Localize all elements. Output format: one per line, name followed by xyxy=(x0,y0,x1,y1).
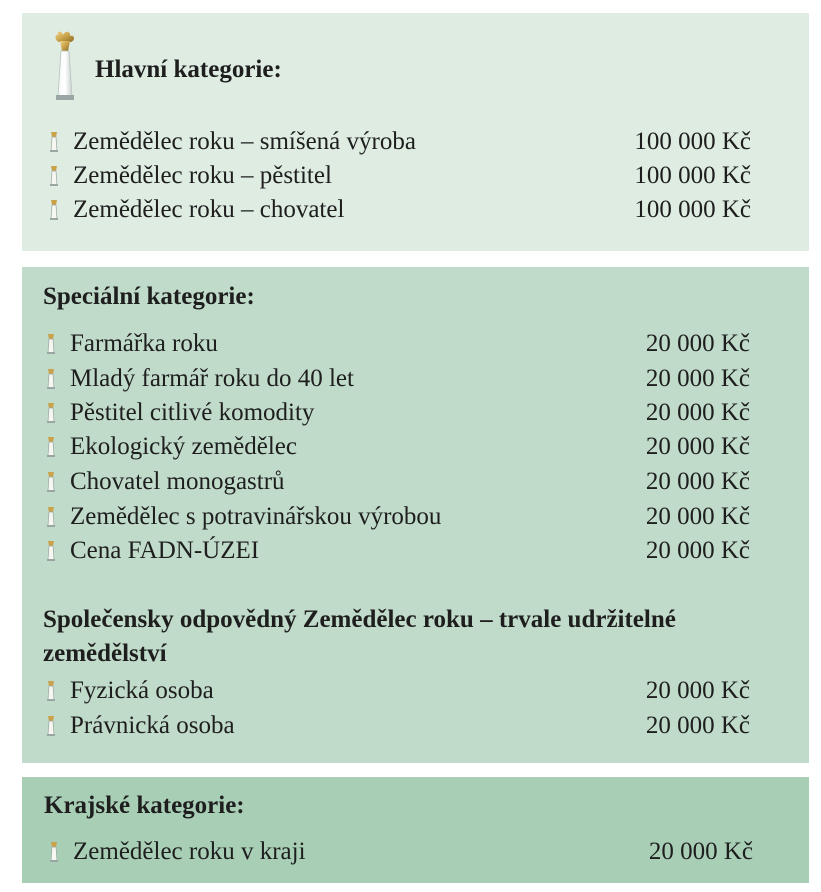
category-name: Farmářka roku xyxy=(70,330,218,357)
trophy-icon xyxy=(49,165,59,187)
category-name: Pěstitel citlivé komodity xyxy=(70,399,315,426)
trophy-icon xyxy=(46,506,56,528)
category-name: Chovatel monogastrů xyxy=(70,468,285,495)
list-item xyxy=(46,430,750,464)
sustainable-category-heading: Společensky odpovědný Zemědělec roku – trvale udržitelné zemědělství xyxy=(43,606,676,667)
trophy-icon xyxy=(46,680,56,702)
list-item xyxy=(49,159,751,193)
list-item xyxy=(46,465,750,499)
regional-categories-panel xyxy=(22,777,809,883)
trophy-icon xyxy=(46,471,56,493)
prize-amount: 20 000 Kč xyxy=(645,712,750,739)
prize-amount: 20 000 Kč xyxy=(645,468,750,495)
main-categories-panel xyxy=(22,13,809,251)
category-name: Zemědělec roku – chovatel xyxy=(73,196,345,223)
list-item xyxy=(49,125,751,159)
category-name: Ekologický zemědělec xyxy=(70,433,297,460)
trophy-icon xyxy=(46,402,56,424)
trophy-icon xyxy=(46,540,56,562)
list-item xyxy=(49,835,753,869)
prize-amount: 20 000 Kč xyxy=(645,537,750,564)
category-name: Mladý farmář roku do 40 let xyxy=(70,365,354,392)
prize-amount: 20 000 Kč xyxy=(648,838,753,865)
prize-amount: 20 000 Kč xyxy=(645,399,750,426)
category-name: Cena FADN-ÚZEI xyxy=(70,537,260,564)
list-item xyxy=(46,709,750,743)
prize-amount: 20 000 Kč xyxy=(645,677,750,704)
prize-amount: 100 000 Kč xyxy=(634,162,751,189)
trophy-icon xyxy=(46,715,56,737)
regional-categories-heading: Krajské kategorie: xyxy=(44,792,245,819)
special-categories-panel xyxy=(22,267,809,763)
prize-amount: 20 000 Kč xyxy=(645,330,750,357)
category-name: Zemědělec roku v kraji xyxy=(73,838,306,865)
prize-amount: 100 000 Kč xyxy=(634,128,751,155)
trophy-icon xyxy=(49,131,59,153)
prize-amount: 100 000 Kč xyxy=(634,196,751,223)
list-item xyxy=(46,362,750,396)
category-name: Fyzická osoba xyxy=(70,677,214,704)
list-item xyxy=(46,534,750,568)
main-categories-heading: Hlavní kategorie: xyxy=(95,56,282,83)
category-name: Právnická osoba xyxy=(70,712,235,739)
trophy-icon xyxy=(46,436,56,458)
category-name: Zemědělec s potravinářskou výrobou xyxy=(70,503,442,530)
trophy-icon xyxy=(46,368,56,390)
prize-amount: 20 000 Kč xyxy=(645,503,750,530)
trophy-icon xyxy=(46,333,56,355)
list-item xyxy=(46,327,750,361)
trophy-icon xyxy=(49,199,59,221)
special-categories-heading: Speciální kategorie: xyxy=(43,283,255,310)
list-item xyxy=(49,193,751,227)
prize-amount: 20 000 Kč xyxy=(645,365,750,392)
category-name: Zemědělec roku – pěstitel xyxy=(73,162,332,189)
trophy-icon xyxy=(49,841,59,863)
category-name: Zemědělec roku – smíšená výroba xyxy=(73,128,416,155)
prize-amount: 20 000 Kč xyxy=(645,433,750,460)
trophy-icon xyxy=(50,31,80,101)
list-item xyxy=(46,674,750,708)
list-item xyxy=(46,500,750,534)
list-item xyxy=(46,396,750,430)
